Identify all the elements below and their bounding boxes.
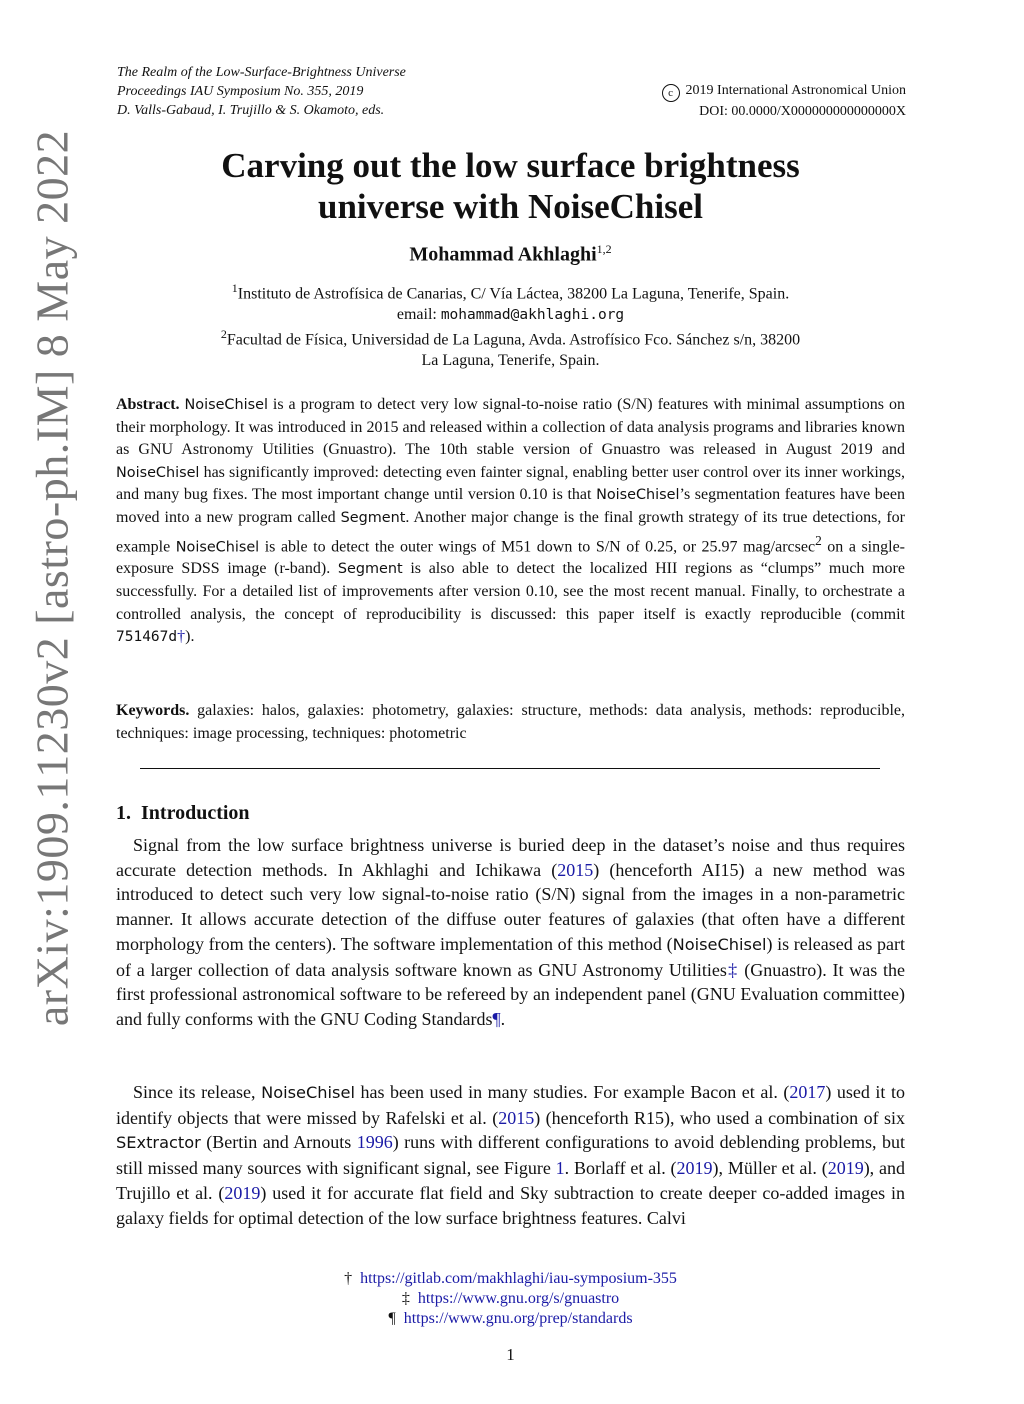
footnote-url[interactable]: https://www.gnu.org/s/gnuastro	[417, 1290, 620, 1307]
footnote-mark: ‡	[401, 1290, 410, 1307]
program-name: Segment	[337, 561, 403, 578]
program-name: NoiseChisel	[184, 397, 268, 413]
section-divider	[140, 768, 880, 769]
citation-link[interactable]: 1996	[356, 1132, 393, 1153]
doi: DOI: 00.0000/X000000000000000X	[699, 104, 906, 119]
section-title: Introduction	[141, 802, 250, 824]
abstract-text: . Another major change is the final growth strategy of its true detections, for example	[116, 508, 906, 555]
footnotes	[117, 1269, 904, 1329]
abstract-text: ).	[185, 628, 195, 646]
commit-hash: 751467d	[116, 629, 178, 646]
abstract-text: is a program to detect very low signal-to-noise ratio (S/N) features with minimal assumptions on their morphology. It was introduced in 2015 and released within a collection of data analysis programs and libraries known as GNU Astronomy Utilities (Gnuastro). The 10th stable version of Gnuastro was released in August 2019 and	[116, 396, 905, 459]
footnote-link-ddagger[interactable]: ‡	[726, 959, 739, 980]
program-name: NoiseChisel	[175, 538, 260, 555]
program-name: Segment	[340, 509, 406, 526]
body-text: Since its release,	[133, 1082, 262, 1102]
body-text: (Bertin and Arnouts	[200, 1132, 357, 1153]
program-name: NoiseChisel	[261, 1083, 355, 1102]
body-text: . Borlaff et al. (	[564, 1158, 677, 1179]
body-text: has been used in many studies. For example Bacon et al. (	[354, 1082, 790, 1102]
abstract-label: Abstract.	[116, 396, 180, 413]
affiliation-2	[117, 324, 904, 371]
body-text: (Gnuastro). It was the first professional astronomical software to be refereed by an independent panel (GNU Evaluation committee) and fully conforms with the GNU Coding Standards	[116, 959, 906, 1029]
body-text: ) runs with different configurations to avoid deblending problems, but still missed many sources with significant signal, see Figure	[116, 1132, 905, 1179]
body-text: .	[500, 1008, 506, 1029]
program-name: NoiseChisel	[596, 487, 680, 504]
copyright-block	[662, 81, 906, 121]
copyright-text: 2019 International Astronomical Union	[685, 83, 906, 98]
footnote-url[interactable]: https://www.gnu.org/prep/standards	[403, 1310, 633, 1327]
keywords-label: Keywords.	[116, 702, 190, 719]
footnote	[117, 1309, 904, 1329]
author-name: Mohammad Akhlaghi	[409, 243, 597, 266]
paper-title	[117, 145, 904, 227]
body-text: ) (henceforth AI15) a new method was introduced to detect such very low signal-to-noise ratio (S/N) signal from the images in a non-parametric manner. It allows accurate detection of the diffuse outer features of galaxies (that often have a different morphology from the centers). The software implementation of this method (	[116, 859, 905, 954]
abstract-text: is also able to detect the localized HII regions as “clumps” much more successfully. For a detailed list of improvements after version 0.10, see the most recent manual. Finally, to orchestrate a controlled analysis, the concept of reproducibility is discussed: this paper itself is exactly reproducible (commit	[116, 560, 905, 623]
abstract-text: has significantly improved: detecting even fainter signal, enabling better user control over its inner workings, and many bug fixes. The most important change until version 0.10 is that	[116, 463, 905, 504]
citation-link[interactable]: 2019	[224, 1182, 261, 1203]
affil-text-line2: La Laguna, Tenerife, Spain.	[421, 352, 600, 370]
author	[117, 242, 904, 267]
author-affil-sup: 1,2	[596, 242, 612, 256]
citation-link[interactable]: 2017	[789, 1082, 826, 1102]
copyright-icon: c	[662, 84, 680, 102]
keywords	[116, 700, 905, 745]
page-number: 1	[506, 1345, 515, 1364]
affil-sup: 2	[220, 327, 227, 341]
exponent: 2	[815, 532, 822, 548]
footnote	[117, 1289, 904, 1309]
journal-header	[117, 63, 406, 120]
section-heading	[116, 802, 250, 825]
body-text: ), Müller et al. (	[712, 1158, 828, 1179]
section-number: 1.	[116, 802, 131, 824]
email-address[interactable]: mohammad@akhlaghi.org	[440, 307, 625, 324]
abstract-text: on a single-exposure SDSS image (r-band).	[116, 537, 906, 578]
body-text: Signal from the low surface brightness universe is buried deep in the dataset’s noise and thus requires accurate detection methods. In Akhlaghi and Ichikawa (	[116, 835, 905, 880]
footnote	[117, 1269, 904, 1289]
affil-text: Facultad de Física, Universidad de La Laguna, Avda. Astrofísico Fco. Sánchez s/n, 38200	[226, 331, 801, 349]
intro-paragraph-2	[116, 1080, 905, 1230]
program-name: SExtractor	[116, 1133, 201, 1153]
affil-sup: 1	[231, 281, 238, 295]
intro-paragraph-1	[116, 833, 905, 1032]
email-label: email:	[396, 306, 441, 324]
affiliation-1	[117, 278, 904, 326]
footnote-url[interactable]: https://gitlab.com/makhlaghi/iau-symposium-355	[360, 1270, 677, 1287]
arxiv-id: arXiv:1909.11230v2 [astro-ph.IM] 8 May 2022	[26, 129, 78, 1027]
footnote-link-dagger[interactable]: †	[177, 628, 186, 646]
abstract-text: ’s segmentation features have been moved into a new program called	[116, 486, 905, 526]
abstract-text: is able to detect the outer wings of M51 down to S/N of 0.25, or 25.97 mag/arcsec	[259, 537, 816, 555]
footnote-mark: ¶	[388, 1310, 396, 1327]
journal-line: The Realm of the Low-Surface-Brightness Universe	[117, 65, 406, 80]
citation-link[interactable]: 2015	[498, 1107, 535, 1128]
body-text: ), and Trujillo et al. (	[116, 1158, 905, 1203]
journal-line: D. Valls-Gabaud, I. Trujillo & S. Okamoto, eds.	[117, 103, 385, 118]
abstract	[116, 394, 905, 649]
body-text: ) (henceforth R15), who used a combination of six	[534, 1107, 905, 1128]
affil-text: Instituto de Astrofísica de Canarias, C/ Vía Láctea, 38200 La Laguna, Tenerife, Spain.	[237, 285, 790, 303]
program-name: NoiseChisel	[672, 934, 767, 954]
footnote-link-pilcrow[interactable]: ¶	[492, 1008, 501, 1029]
citation-link[interactable]: 2019	[676, 1158, 713, 1179]
program-name: NoiseChisel	[116, 464, 200, 481]
body-text: ) is released as part of a larger collection of data analysis software known as GNU Astronomy Utilities	[116, 933, 906, 980]
citation-link[interactable]: 2019	[827, 1158, 864, 1179]
figure-link[interactable]: 1	[555, 1158, 565, 1179]
title-line: Carving out the low surface brightness	[221, 146, 800, 185]
body-text: ) used it to identify objects that were missed by Rafelski et al. (	[116, 1082, 905, 1128]
citation-link[interactable]: 2015	[557, 859, 594, 880]
body-text: ) used it for accurate flat field and Sky subtraction to create deeper co-added images in galaxy fields for optimal detection of the low surface brightness features. Calvi	[116, 1182, 905, 1228]
keywords-text: galaxies: halos, galaxies: photometry, galaxies: structure, methods: data analysis, methods: reproducible, techniques: image processing, techniques: photometric	[116, 702, 906, 742]
journal-line: Proceedings IAU Symposium No. 355, 2019	[117, 84, 364, 99]
footnote-mark: †	[344, 1270, 353, 1287]
title-line: universe with NoiseChisel	[318, 187, 703, 226]
